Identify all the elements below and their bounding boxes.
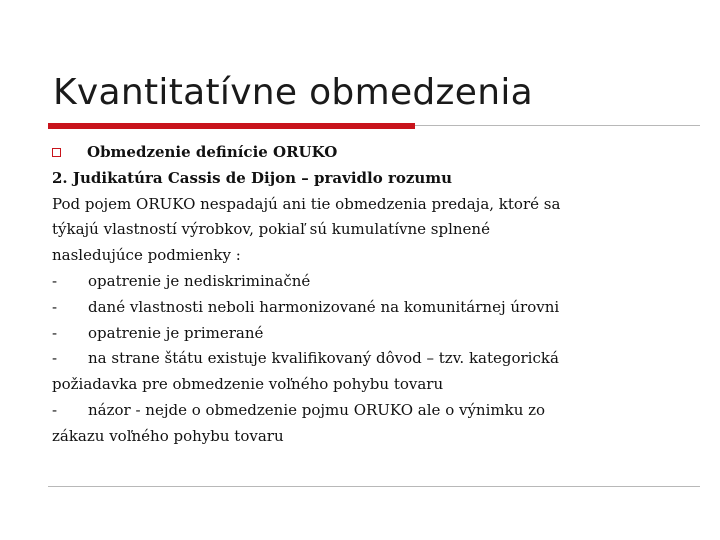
opinion-text: názor - nejde o obmedzenie pojmu ORUKO ale o výnimku zo — [88, 400, 546, 419]
bullet-heading-line — [52, 140, 652, 166]
dash-marker: - — [52, 323, 58, 342]
condition-text: na strane štátu existuje kvalifikovaný dôvod – tzv. kategorická — [88, 349, 559, 368]
subheading: 2. Judikatúra Cassis de Dijon – pravidlo rozumu — [52, 168, 453, 187]
bullet-heading: Obmedzenie definície ORUKO — [87, 143, 338, 161]
condition-item — [52, 321, 652, 347]
footer-divider — [48, 486, 700, 487]
paragraph-line: týkajú vlastností výrobkov, pokiaľ sú kumulatívne splnené — [52, 220, 490, 239]
paragraph-line: Pod pojem ORUKO nespadajú ani tie obmedzenia predaja, ktoré sa — [52, 194, 561, 213]
paragraph-line: nasledujúce podmienky : — [52, 246, 241, 265]
dash-marker: - — [52, 349, 58, 368]
dash-marker: - — [52, 271, 58, 290]
condition-text: opatrenie je primerané — [88, 323, 264, 342]
condition-item — [52, 346, 652, 372]
opinion-item — [52, 398, 652, 424]
hollow-square-icon — [52, 148, 61, 157]
title-accent-bar — [48, 123, 415, 129]
condition-continuation: požiadavka pre obmedzenie voľného pohybu tovaru — [52, 375, 444, 394]
condition-text: dané vlastnosti neboli harmonizované na komunitárnej úrovni — [88, 297, 560, 316]
slide-body — [52, 140, 652, 450]
opinion-continuation: zákazu voľného pohybu tovaru — [52, 426, 284, 445]
slide-title: Kvantitatívne obmedzenia — [53, 72, 533, 113]
condition-item — [52, 269, 652, 295]
dash-marker: - — [52, 297, 58, 316]
condition-item — [52, 295, 652, 321]
condition-text: opatrenie je nediskriminačné — [88, 271, 311, 290]
dash-marker: - — [52, 400, 58, 419]
